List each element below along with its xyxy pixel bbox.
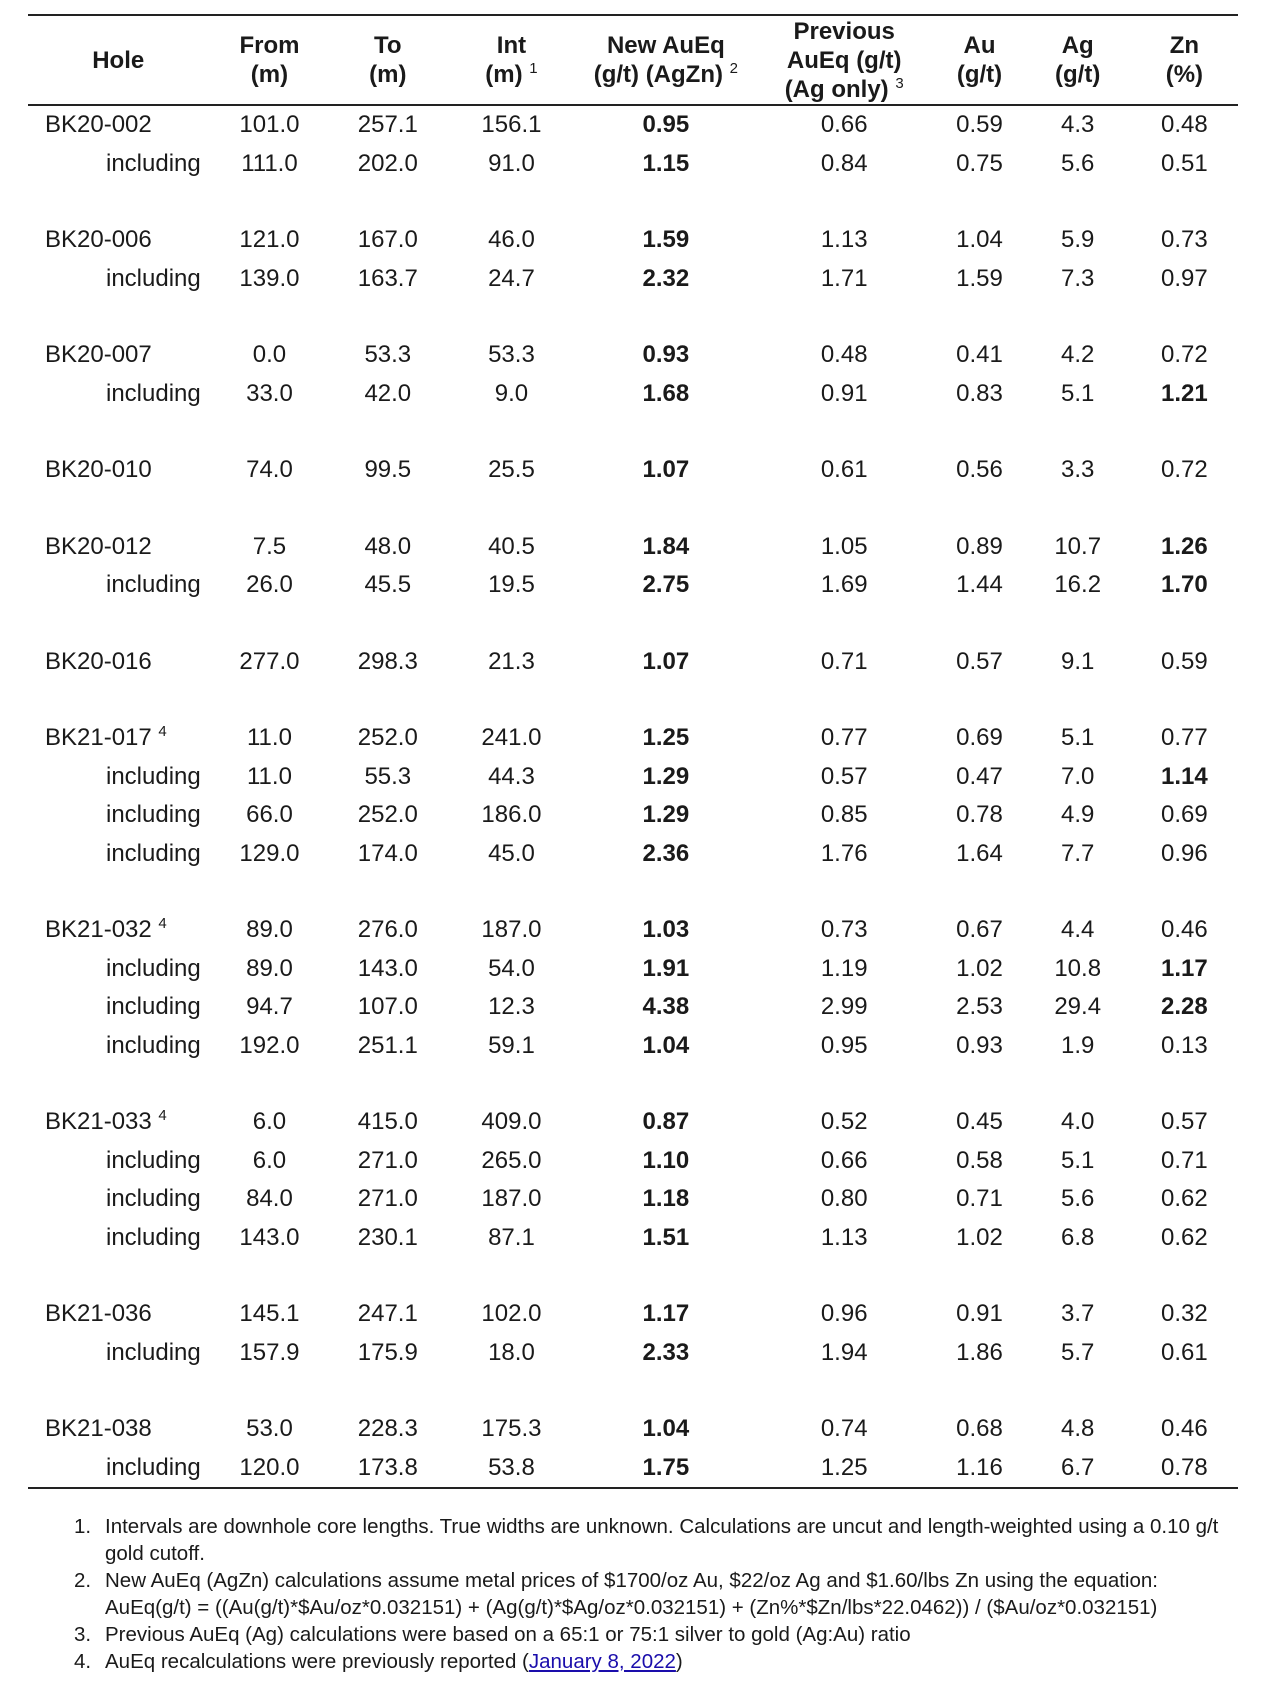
au-cell: 0.83 bbox=[956, 379, 1003, 407]
to-cell: 276.0 bbox=[357, 916, 418, 943]
to-cell: 107.0 bbox=[357, 993, 418, 1020]
new-aueq-cell: 1.84 bbox=[642, 532, 690, 560]
int-cell: 87.1 bbox=[488, 1223, 535, 1251]
prev-aueq-cell: 0.66 bbox=[820, 111, 868, 138]
new-aueq-cell: 1.03 bbox=[642, 916, 690, 943]
new-aueq-cell: 1.18 bbox=[642, 1185, 690, 1212]
news-release-link[interactable]: January 8, 2022 bbox=[528, 1650, 676, 1673]
zn-cell: 0.48 bbox=[1161, 111, 1208, 138]
hole-row bbox=[28, 643, 1238, 682]
au-cell: 0.47 bbox=[956, 762, 1003, 790]
including-row bbox=[28, 566, 1238, 605]
from-cell: 33.0 bbox=[246, 379, 293, 407]
footnote-ref: 2 bbox=[729, 60, 739, 77]
zn-cell: 0.72 bbox=[1161, 456, 1208, 483]
ag-cell: 9.1 bbox=[1061, 647, 1095, 675]
from-cell: 26.0 bbox=[246, 571, 293, 598]
including-row bbox=[28, 758, 1238, 797]
from-cell: 0.0 bbox=[252, 341, 287, 368]
prev-aueq-cell: 0.95 bbox=[820, 1031, 868, 1059]
new-aueq-cell: 1.04 bbox=[642, 1415, 690, 1442]
hole-cell: BK20-010 bbox=[45, 456, 152, 483]
ag-cell: 10.8 bbox=[1054, 954, 1102, 982]
hole-row bbox=[28, 911, 1238, 950]
new-aueq-cell: 1.29 bbox=[642, 801, 690, 828]
from-cell: 6.0 bbox=[252, 1108, 287, 1135]
from-cell: 7.5 bbox=[252, 532, 287, 560]
hole-row bbox=[28, 105, 1238, 145]
au-cell: 0.57 bbox=[956, 647, 1003, 675]
ag-cell: 5.1 bbox=[1061, 379, 1095, 407]
footnotes bbox=[74, 1513, 1259, 1675]
int-cell: 59.1 bbox=[488, 1031, 535, 1059]
including-row bbox=[28, 988, 1238, 1027]
new-aueq-cell: 1.04 bbox=[642, 1031, 690, 1059]
to-cell: 45.5 bbox=[364, 571, 412, 598]
int-cell: 187.0 bbox=[481, 1185, 542, 1212]
hole-cell: BK21-032 $^4$ bbox=[45, 915, 167, 943]
au-cell: 0.68 bbox=[956, 1415, 1003, 1442]
hole-cell: BK21-017 $^4$ bbox=[45, 723, 167, 751]
ag-cell: 5.6 bbox=[1061, 149, 1095, 177]
new-aueq-cell: 2.36 bbox=[642, 839, 690, 867]
hole-cell: BK20-002 bbox=[45, 111, 152, 138]
hole-cell: BK20-016 bbox=[45, 647, 152, 675]
ag-cell: 1.9 bbox=[1061, 1031, 1095, 1059]
zn-cell: 0.72 bbox=[1161, 341, 1208, 368]
zn-cell: 0.62 bbox=[1161, 1223, 1208, 1251]
column-header: Previous AuEq (g/t) (Ag only) $^3$ bbox=[784, 17, 904, 103]
new-aueq-cell: 1.75 bbox=[642, 1453, 690, 1481]
from-cell: 53.0 bbox=[246, 1415, 293, 1442]
row-spacer bbox=[28, 605, 1238, 643]
zn-cell: 0.62 bbox=[1161, 1185, 1208, 1212]
prev-aueq-cell: 0.48 bbox=[820, 341, 868, 368]
hole-cell: including bbox=[106, 571, 201, 598]
from-cell: 6.0 bbox=[252, 1146, 287, 1174]
from-cell: 94.7 bbox=[246, 993, 293, 1020]
column-header: From (m) bbox=[239, 32, 300, 88]
ag-cell: 29.4 bbox=[1054, 993, 1102, 1020]
int-cell: 102.0 bbox=[481, 1300, 542, 1327]
from-cell: 11.0 bbox=[246, 724, 292, 751]
zn-cell: 0.32 bbox=[1161, 1300, 1208, 1327]
including-row bbox=[28, 835, 1238, 874]
ag-cell: 4.3 bbox=[1061, 111, 1095, 138]
table-header bbox=[28, 15, 1238, 105]
au-cell: 1.16 bbox=[956, 1453, 1003, 1481]
from-cell: 101.0 bbox=[239, 111, 300, 138]
prev-aueq-cell: 0.80 bbox=[820, 1185, 868, 1212]
from-cell: 74.0 bbox=[246, 456, 293, 483]
to-cell: 99.5 bbox=[364, 456, 412, 483]
to-cell: 174.0 bbox=[357, 839, 418, 867]
to-cell: 298.3 bbox=[357, 647, 418, 675]
zn-cell: 0.69 bbox=[1161, 801, 1208, 828]
int-cell: 40.5 bbox=[488, 532, 535, 560]
prev-aueq-cell: 2.99 bbox=[820, 993, 868, 1020]
zn-cell: 0.71 bbox=[1161, 1146, 1208, 1174]
prev-aueq-cell: 0.84 bbox=[820, 149, 868, 177]
row-spacer bbox=[28, 873, 1238, 911]
from-cell: 66.0 bbox=[246, 801, 293, 828]
zn-cell: 1.14 bbox=[1161, 762, 1208, 790]
footnote-ref: 4 bbox=[158, 915, 167, 932]
including-row bbox=[28, 1334, 1238, 1373]
from-cell: 111.0 bbox=[241, 149, 298, 177]
ag-cell: 3.3 bbox=[1061, 456, 1095, 483]
to-cell: 247.1 bbox=[357, 1300, 418, 1327]
int-cell: 175.3 bbox=[481, 1415, 542, 1442]
hole-cell: including bbox=[106, 1146, 201, 1174]
zn-cell: 0.96 bbox=[1161, 839, 1208, 867]
au-cell: 0.41 bbox=[956, 341, 1003, 368]
prev-aueq-cell: 0.52 bbox=[820, 1108, 868, 1135]
including-row bbox=[28, 950, 1238, 989]
to-cell: 163.7 bbox=[357, 264, 418, 292]
footnote-ref: 4 bbox=[158, 1107, 167, 1124]
from-cell: 143.0 bbox=[239, 1223, 300, 1251]
int-cell: 186.0 bbox=[481, 801, 542, 828]
column-header: Au (g/t) bbox=[956, 32, 1003, 88]
zn-cell: 0.97 bbox=[1161, 264, 1208, 292]
hole-cell: BK20-006 bbox=[45, 226, 152, 253]
au-cell: 0.91 bbox=[956, 1300, 1003, 1327]
int-cell: 241.0 bbox=[481, 724, 542, 751]
hole-cell: BK21-033 $^4$ bbox=[45, 1107, 167, 1135]
row-spacer bbox=[28, 298, 1238, 336]
zn-cell: 0.59 bbox=[1161, 647, 1208, 675]
footnote-3: 3. Previous AuEq (Ag) calculations were based on a 65:1 or 75:1 silver to gold (Ag:Au) ratio bbox=[74, 1623, 911, 1646]
prev-aueq-cell: 0.71 bbox=[820, 647, 868, 675]
ag-cell: 5.1 bbox=[1061, 724, 1095, 751]
hole-row bbox=[28, 1103, 1238, 1142]
from-cell: 157.9 bbox=[239, 1338, 300, 1366]
ag-cell: 4.8 bbox=[1061, 1415, 1095, 1442]
ag-cell: 7.3 bbox=[1061, 264, 1095, 292]
prev-aueq-cell: 0.57 bbox=[820, 762, 868, 790]
including-row bbox=[28, 1142, 1238, 1181]
from-cell: 84.0 bbox=[246, 1185, 293, 1212]
int-cell: 21.3 bbox=[488, 647, 535, 675]
footnote-1: 1. Intervals are downhole core lengths. True widths are unknown. Calculations are uncut and length-weighted using a 0.10 g/t gold cutoff. bbox=[74, 1515, 1219, 1565]
zn-cell: 1.70 bbox=[1161, 571, 1208, 598]
new-aueq-cell: 1.10 bbox=[642, 1146, 690, 1174]
new-aueq-cell: 1.59 bbox=[642, 226, 690, 253]
zn-cell: 0.46 bbox=[1161, 1415, 1208, 1442]
row-spacer bbox=[28, 413, 1238, 451]
new-aueq-cell: 1.51 bbox=[642, 1223, 690, 1251]
zn-cell: 0.57 bbox=[1161, 1108, 1208, 1135]
footnote-4-text: AuEq recalculations were previously reported ( bbox=[105, 1650, 529, 1673]
to-cell: 271.0 bbox=[357, 1146, 418, 1174]
ag-cell: 3.7 bbox=[1061, 1300, 1095, 1327]
including-row bbox=[28, 796, 1238, 835]
to-cell: 143.0 bbox=[357, 954, 418, 982]
hole-row bbox=[28, 1295, 1238, 1334]
from-cell: 89.0 bbox=[246, 916, 293, 943]
au-cell: 1.02 bbox=[956, 954, 1003, 982]
footnote-ref: 1 bbox=[529, 60, 538, 77]
new-aueq-cell: 1.07 bbox=[642, 456, 690, 483]
to-cell: 257.1 bbox=[357, 111, 418, 138]
to-cell: 251.1 bbox=[357, 1031, 418, 1059]
au-cell: 1.44 bbox=[956, 571, 1003, 598]
including-row bbox=[28, 145, 1238, 184]
prev-aueq-cell: 0.77 bbox=[820, 724, 868, 751]
ag-cell: 7.0 bbox=[1061, 762, 1095, 790]
column-header: Int (m) $^1$ bbox=[485, 32, 538, 88]
prev-aueq-cell: 1.25 bbox=[820, 1453, 868, 1481]
prev-aueq-cell: 1.76 bbox=[820, 839, 868, 867]
ag-cell: 10.7 bbox=[1054, 532, 1102, 560]
hole-cell: including bbox=[106, 1223, 201, 1251]
new-aueq-cell: 1.25 bbox=[642, 724, 690, 751]
to-cell: 42.0 bbox=[364, 379, 412, 407]
zn-cell: 1.26 bbox=[1161, 532, 1208, 560]
new-aueq-cell: 0.87 bbox=[642, 1108, 690, 1135]
int-cell: 187.0 bbox=[481, 916, 542, 943]
int-cell: 409.0 bbox=[481, 1108, 542, 1135]
au-cell: 1.64 bbox=[956, 839, 1003, 867]
new-aueq-cell: 1.07 bbox=[642, 647, 690, 675]
row-spacer bbox=[28, 490, 1238, 528]
ag-cell: 5.1 bbox=[1061, 1146, 1095, 1174]
footnote-ref: 4 bbox=[158, 723, 167, 740]
int-cell: 265.0 bbox=[481, 1146, 542, 1174]
hole-cell: including bbox=[106, 264, 201, 292]
prev-aueq-cell: 0.85 bbox=[820, 801, 868, 828]
new-aueq-cell: 1.91 bbox=[642, 954, 690, 982]
to-cell: 252.0 bbox=[357, 801, 418, 828]
ag-cell: 4.2 bbox=[1061, 341, 1095, 368]
prev-aueq-cell: 1.94 bbox=[820, 1338, 868, 1366]
from-cell: 129.0 bbox=[239, 839, 300, 867]
au-cell: 1.59 bbox=[956, 264, 1003, 292]
row-spacer bbox=[28, 1372, 1238, 1410]
footnote-4: 4. AuEq recalculations were previously reported (January 8, 2022) bbox=[74, 1650, 683, 1673]
hole-cell: including bbox=[106, 954, 201, 982]
including-row bbox=[28, 260, 1238, 299]
hole-cell: including bbox=[106, 1031, 201, 1059]
au-cell: 0.58 bbox=[956, 1146, 1003, 1174]
footnote-ref: 3 bbox=[895, 74, 904, 92]
column-header: Hole bbox=[92, 46, 145, 74]
int-cell: 12.3 bbox=[488, 993, 535, 1020]
from-cell: 145.1 bbox=[239, 1300, 300, 1327]
int-cell: 46.0 bbox=[488, 226, 535, 253]
zn-cell: 0.78 bbox=[1161, 1453, 1208, 1481]
to-cell: 202.0 bbox=[357, 149, 418, 177]
new-aueq-cell: 4.38 bbox=[642, 993, 690, 1020]
prev-aueq-cell: 0.73 bbox=[820, 916, 868, 943]
hole-row bbox=[28, 451, 1238, 490]
to-cell: 271.0 bbox=[357, 1185, 418, 1212]
to-cell: 53.3 bbox=[364, 341, 412, 368]
to-cell: 48.0 bbox=[364, 532, 412, 560]
int-cell: 44.3 bbox=[488, 762, 535, 790]
from-cell: 139.0 bbox=[239, 264, 300, 292]
int-cell: 19.5 bbox=[488, 571, 535, 598]
hole-cell: including bbox=[106, 149, 201, 177]
prev-aueq-cell: 0.66 bbox=[820, 1146, 868, 1174]
int-cell: 45.0 bbox=[488, 839, 535, 867]
new-aueq-cell: 1.15 bbox=[642, 149, 690, 177]
new-aueq-cell: 2.33 bbox=[642, 1338, 690, 1366]
prev-aueq-cell: 1.69 bbox=[820, 571, 868, 598]
new-aueq-cell: 2.75 bbox=[642, 571, 690, 598]
au-cell: 1.02 bbox=[956, 1223, 1003, 1251]
hole-cell: BK21-036 bbox=[45, 1300, 152, 1327]
to-cell: 415.0 bbox=[357, 1108, 418, 1135]
to-cell: 230.1 bbox=[357, 1223, 418, 1251]
column-header: To (m) bbox=[369, 32, 407, 88]
au-cell: 0.71 bbox=[956, 1185, 1003, 1212]
aueq-equation: AuEq(g/t) = ((Au(g/t)*$Au/oz*0.032151) + (Ag(g/t)*$Ag/oz*0.032151) + (Zn%*$Zn/lbs*22.0462)) / ($Au/oz*0.032151) bbox=[105, 1596, 1158, 1619]
hole-cell: including bbox=[106, 1338, 201, 1366]
table-body bbox=[28, 105, 1238, 1488]
including-row bbox=[28, 375, 1238, 414]
ag-cell: 16.2 bbox=[1054, 571, 1102, 598]
new-aueq-cell: 2.32 bbox=[642, 264, 690, 292]
prev-aueq-cell: 1.71 bbox=[820, 264, 868, 292]
int-cell: 24.7 bbox=[488, 264, 535, 292]
column-header: Zn (%) bbox=[1165, 32, 1204, 88]
from-cell: 89.0 bbox=[246, 954, 293, 982]
footnote-2-text: New AuEq (AgZn) calculations assume metal prices of $1700/oz Au, $22/oz Ag and $1.60/lbs Zn using the equation: bbox=[105, 1569, 1158, 1592]
ag-cell: 5.7 bbox=[1061, 1338, 1095, 1366]
ag-cell: 4.9 bbox=[1061, 801, 1095, 828]
zn-cell: 0.73 bbox=[1161, 226, 1208, 253]
from-cell: 192.0 bbox=[239, 1031, 300, 1059]
column-header: New AuEq (g/t) (AgZn) $^2$ bbox=[593, 32, 739, 88]
hole-cell: BK21-038 bbox=[45, 1415, 152, 1442]
footnote-3-text: Previous AuEq (Ag) calculations were based on a 65:1 or 75:1 silver to gold (Ag:Au) ratio bbox=[105, 1623, 911, 1646]
hole-row bbox=[28, 1410, 1238, 1449]
zn-cell: 2.28 bbox=[1161, 993, 1208, 1020]
hole-row bbox=[28, 719, 1238, 758]
to-cell: 167.0 bbox=[357, 226, 418, 253]
hole-cell: including bbox=[106, 801, 201, 828]
to-cell: 173.8 bbox=[357, 1453, 418, 1481]
int-cell: 18.0 bbox=[488, 1338, 535, 1366]
prev-aueq-cell: 1.13 bbox=[820, 1223, 868, 1251]
prev-aueq-cell: 1.19 bbox=[820, 954, 868, 982]
ag-cell: 5.9 bbox=[1061, 226, 1095, 253]
drill-results-table bbox=[28, 14, 1238, 1489]
au-cell: 0.78 bbox=[956, 801, 1003, 828]
zn-cell: 1.17 bbox=[1161, 954, 1208, 982]
int-cell: 25.5 bbox=[488, 456, 535, 483]
row-spacer bbox=[28, 183, 1238, 221]
hole-cell: including bbox=[106, 1453, 201, 1481]
from-cell: 277.0 bbox=[239, 647, 300, 675]
prev-aueq-cell: 1.13 bbox=[820, 226, 868, 253]
hole-row bbox=[28, 528, 1238, 567]
au-cell: 0.56 bbox=[956, 456, 1003, 483]
row-spacer bbox=[28, 1065, 1238, 1103]
au-cell: 0.69 bbox=[956, 724, 1003, 751]
new-aueq-cell: 1.17 bbox=[642, 1300, 690, 1327]
to-cell: 252.0 bbox=[357, 724, 418, 751]
to-cell: 228.3 bbox=[357, 1415, 418, 1442]
hole-cell: including bbox=[106, 762, 201, 790]
au-cell: 0.75 bbox=[956, 149, 1003, 177]
au-cell: 0.59 bbox=[956, 111, 1003, 138]
prev-aueq-cell: 0.96 bbox=[820, 1300, 868, 1327]
ag-cell: 4.4 bbox=[1061, 916, 1095, 943]
hole-cell: BK20-012 bbox=[45, 532, 152, 560]
hole-cell: including bbox=[106, 1185, 201, 1212]
row-spacer bbox=[28, 681, 1238, 719]
row-spacer bbox=[28, 1257, 1238, 1295]
au-cell: 0.67 bbox=[956, 916, 1003, 943]
including-row bbox=[28, 1180, 1238, 1219]
hole-cell: including bbox=[106, 839, 201, 867]
ag-cell: 7.7 bbox=[1061, 839, 1095, 867]
to-cell: 55.3 bbox=[364, 762, 412, 790]
au-cell: 1.04 bbox=[956, 226, 1003, 253]
ag-cell: 5.6 bbox=[1061, 1185, 1095, 1212]
au-cell: 0.45 bbox=[956, 1108, 1003, 1135]
new-aueq-cell: 0.93 bbox=[642, 341, 690, 368]
ag-cell: 6.7 bbox=[1061, 1453, 1095, 1481]
from-cell: 120.0 bbox=[239, 1453, 300, 1481]
int-cell: 53.8 bbox=[488, 1453, 535, 1481]
prev-aueq-cell: 0.91 bbox=[820, 379, 868, 407]
au-cell: 0.93 bbox=[956, 1031, 1003, 1059]
new-aueq-cell: 1.29 bbox=[642, 762, 690, 790]
footnote-1-text: Intervals are downhole core lengths. True widths are unknown. Calculations are uncut and length-weighted using a 0.10 g/t gold cutoff. bbox=[105, 1515, 1219, 1565]
zn-cell: 0.77 bbox=[1161, 724, 1208, 751]
hole-cell: BK20-007 bbox=[45, 341, 152, 368]
int-cell: 156.1 bbox=[481, 111, 542, 138]
hole-cell: including bbox=[106, 379, 201, 407]
prev-aueq-cell: 0.61 bbox=[820, 456, 868, 483]
zn-cell: 0.61 bbox=[1161, 1338, 1208, 1366]
int-cell: 54.0 bbox=[488, 954, 535, 982]
ag-cell: 6.8 bbox=[1061, 1223, 1095, 1251]
zn-cell: 0.13 bbox=[1161, 1031, 1208, 1059]
int-cell: 9.0 bbox=[494, 379, 529, 407]
int-cell: 53.3 bbox=[488, 341, 535, 368]
new-aueq-cell: 0.95 bbox=[642, 111, 690, 138]
ag-cell: 4.0 bbox=[1061, 1108, 1095, 1135]
new-aueq-cell: 1.68 bbox=[642, 379, 690, 407]
including-row bbox=[28, 1027, 1238, 1066]
zn-cell: 0.46 bbox=[1161, 916, 1208, 943]
prev-aueq-cell: 1.05 bbox=[820, 532, 868, 560]
zn-cell: 0.51 bbox=[1161, 149, 1208, 177]
int-cell: 91.0 bbox=[488, 149, 535, 177]
hole-cell: including bbox=[106, 993, 201, 1020]
hole-row bbox=[28, 336, 1238, 375]
au-cell: 1.86 bbox=[956, 1338, 1003, 1366]
au-cell: 2.53 bbox=[956, 993, 1003, 1020]
footnote-2: 2. New AuEq (AgZn) calculations assume metal prices of $1700/oz Au, $22/oz Ag and $1.60/lbs Zn using the equation: AuEq(g/t) = ((Au(g/t)*$Au/oz*0.032151) + (Ag(g/t)*$Ag/oz*0.032151) + (Zn%*$Zn/lbs*22.0462)) / ($Au/oz*0.032151) bbox=[74, 1569, 1158, 1619]
from-cell: 121.0 bbox=[239, 226, 300, 253]
including-row bbox=[28, 1449, 1238, 1489]
including-row bbox=[28, 1219, 1238, 1258]
from-cell: 11.0 bbox=[246, 762, 292, 790]
zn-cell: 1.21 bbox=[1161, 379, 1208, 407]
prev-aueq-cell: 0.74 bbox=[820, 1415, 868, 1442]
hole-row bbox=[28, 221, 1238, 260]
column-header: Ag (g/t) bbox=[1055, 32, 1101, 88]
to-cell: 175.9 bbox=[357, 1338, 418, 1366]
au-cell: 0.89 bbox=[956, 532, 1003, 560]
